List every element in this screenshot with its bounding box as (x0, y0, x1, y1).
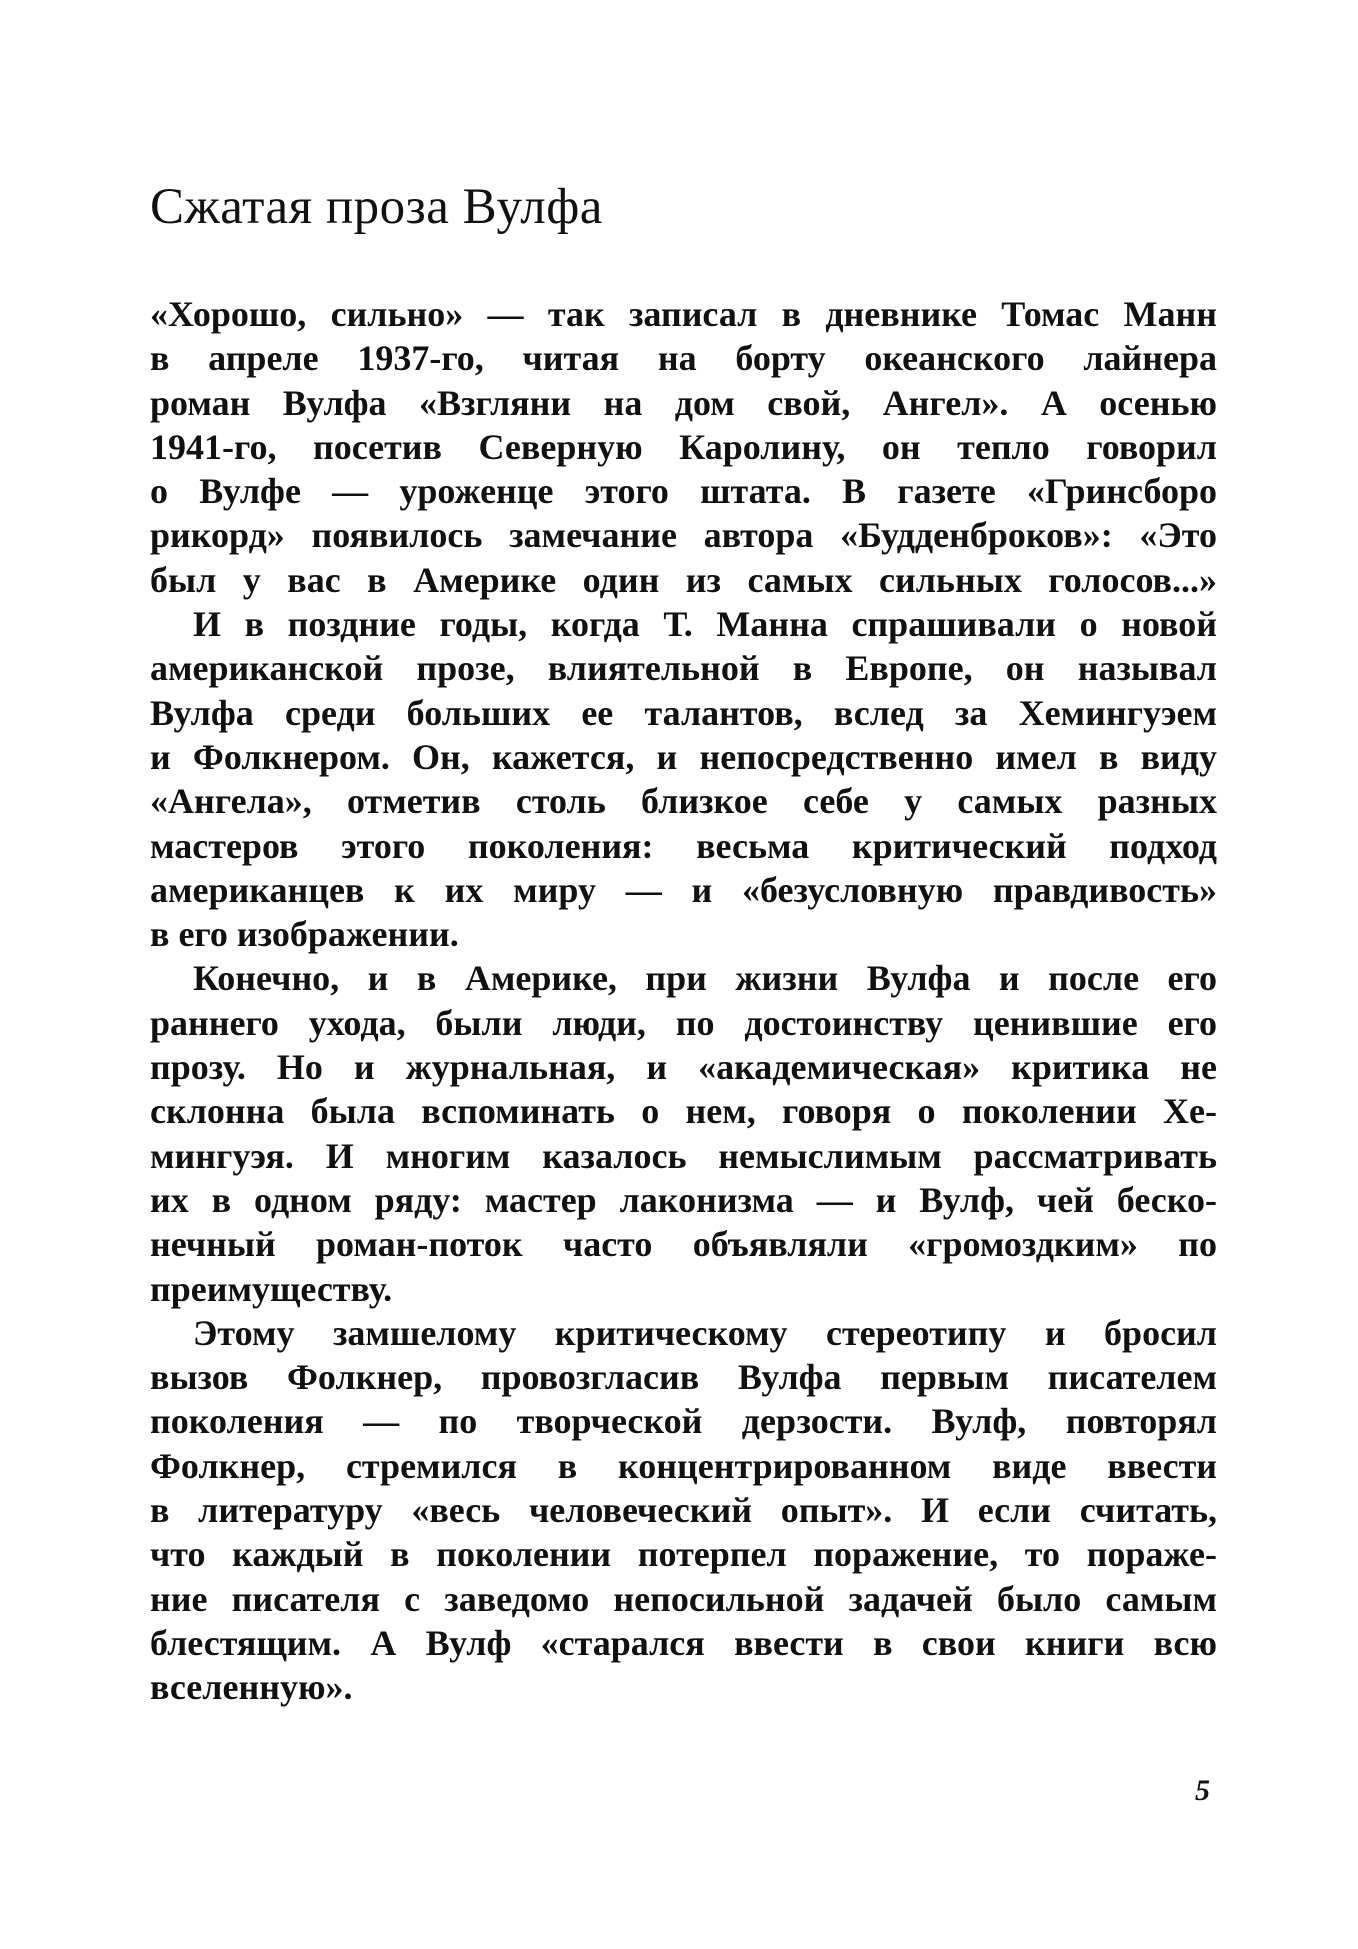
body-text (150, 292, 1217, 1710)
text-line: поколения — по творческой дерзости. Вулф, повторял (150, 1401, 1217, 1442)
text-line: о Вулфе — уроженце этого штата. В газете «Гринсборо (150, 471, 1217, 512)
text-line: ние писателя с заведомо непосильной задачей было самым (150, 1578, 1217, 1619)
paragraph (150, 956, 1217, 1310)
text-line: был у вас в Америке один из самых сильных голосов...» (150, 559, 1217, 600)
text-line: «Ангела», отметив столь близкое себе у самых разных (150, 781, 1217, 822)
text-line: в апреле 1937-го, читая на борту океанского лайнера (150, 338, 1217, 379)
paragraph (150, 1311, 1217, 1710)
text-line: блестящим. А Вулф «старался ввести в свои книги всю (150, 1622, 1217, 1663)
text-line: мингуэя. И многим казалось немыслимым рассматривать (150, 1135, 1217, 1176)
text-line: их в одном ряду: мастер лаконизма — и Вулф, чей беско- (150, 1179, 1217, 1220)
paragraph (150, 292, 1217, 602)
chapter-title: Сжатая проза Вулфа (150, 179, 603, 235)
text-line: мастеров этого поколения: весьма критический подход (150, 825, 1217, 866)
text-line: американской прозе, влиятельной в Европе, он называл (150, 648, 1217, 689)
text-line: преимуществу. (150, 1268, 393, 1309)
text-line: Фолкнер, стремился в концентрированном виде ввести (150, 1445, 1217, 1486)
page-number: 5 (1195, 1774, 1210, 1807)
text-line: И в поздние годы, когда Т. Манна спрашивали о новой (193, 604, 1217, 645)
text-line: рикорд» появилось замечание автора «Будденброков»: «Это (150, 515, 1217, 556)
text-line: «Хорошо, сильно» — так записал в дневнике Томас Манн (150, 294, 1217, 334)
text-line: что каждый в поколении потерпел поражение, то пораже- (150, 1534, 1217, 1575)
text-line: Вулфа среди больших ее талантов, вслед за Хемингуэем (150, 692, 1217, 733)
text-line: прозу. Но и журнальная, и «академическая» критика не (150, 1047, 1217, 1088)
text-line: склонна была вспоминать о нем, говоря о поколении Хе- (150, 1091, 1217, 1132)
text-line: 1941-го, посетив Северную Каролину, он тепло говорил (150, 426, 1217, 467)
text-line: вызов Фолкнер, провозгласив Вулфа первым писателем (150, 1357, 1217, 1398)
text-line: нечный роман-поток часто объявляли «громоздким» по (150, 1224, 1217, 1265)
text-line: в его изображении. (150, 914, 459, 955)
text-line: и Фолкнером. Он, кажется, и непосредственно имел в виду (150, 736, 1217, 777)
text-line: Этому замшелому критическому стереотипу и бросил (193, 1312, 1217, 1353)
text-line: Конечно, и в Америке, при жизни Вулфа и после его (193, 958, 1217, 999)
text-line: в литературу «весь человеческий опыт». И если считать, (150, 1490, 1217, 1531)
text-line: американцев к их миру — и «безусловную правдивость» (150, 869, 1217, 910)
text-line: роман Вулфа «Взгляни на дом свой, Ангел». А осенью (150, 382, 1217, 423)
text-line: вселенную». (150, 1667, 353, 1708)
text-line: раннего ухода, были люди, по достоинству ценившие его (150, 1002, 1217, 1043)
paragraph (150, 602, 1217, 956)
